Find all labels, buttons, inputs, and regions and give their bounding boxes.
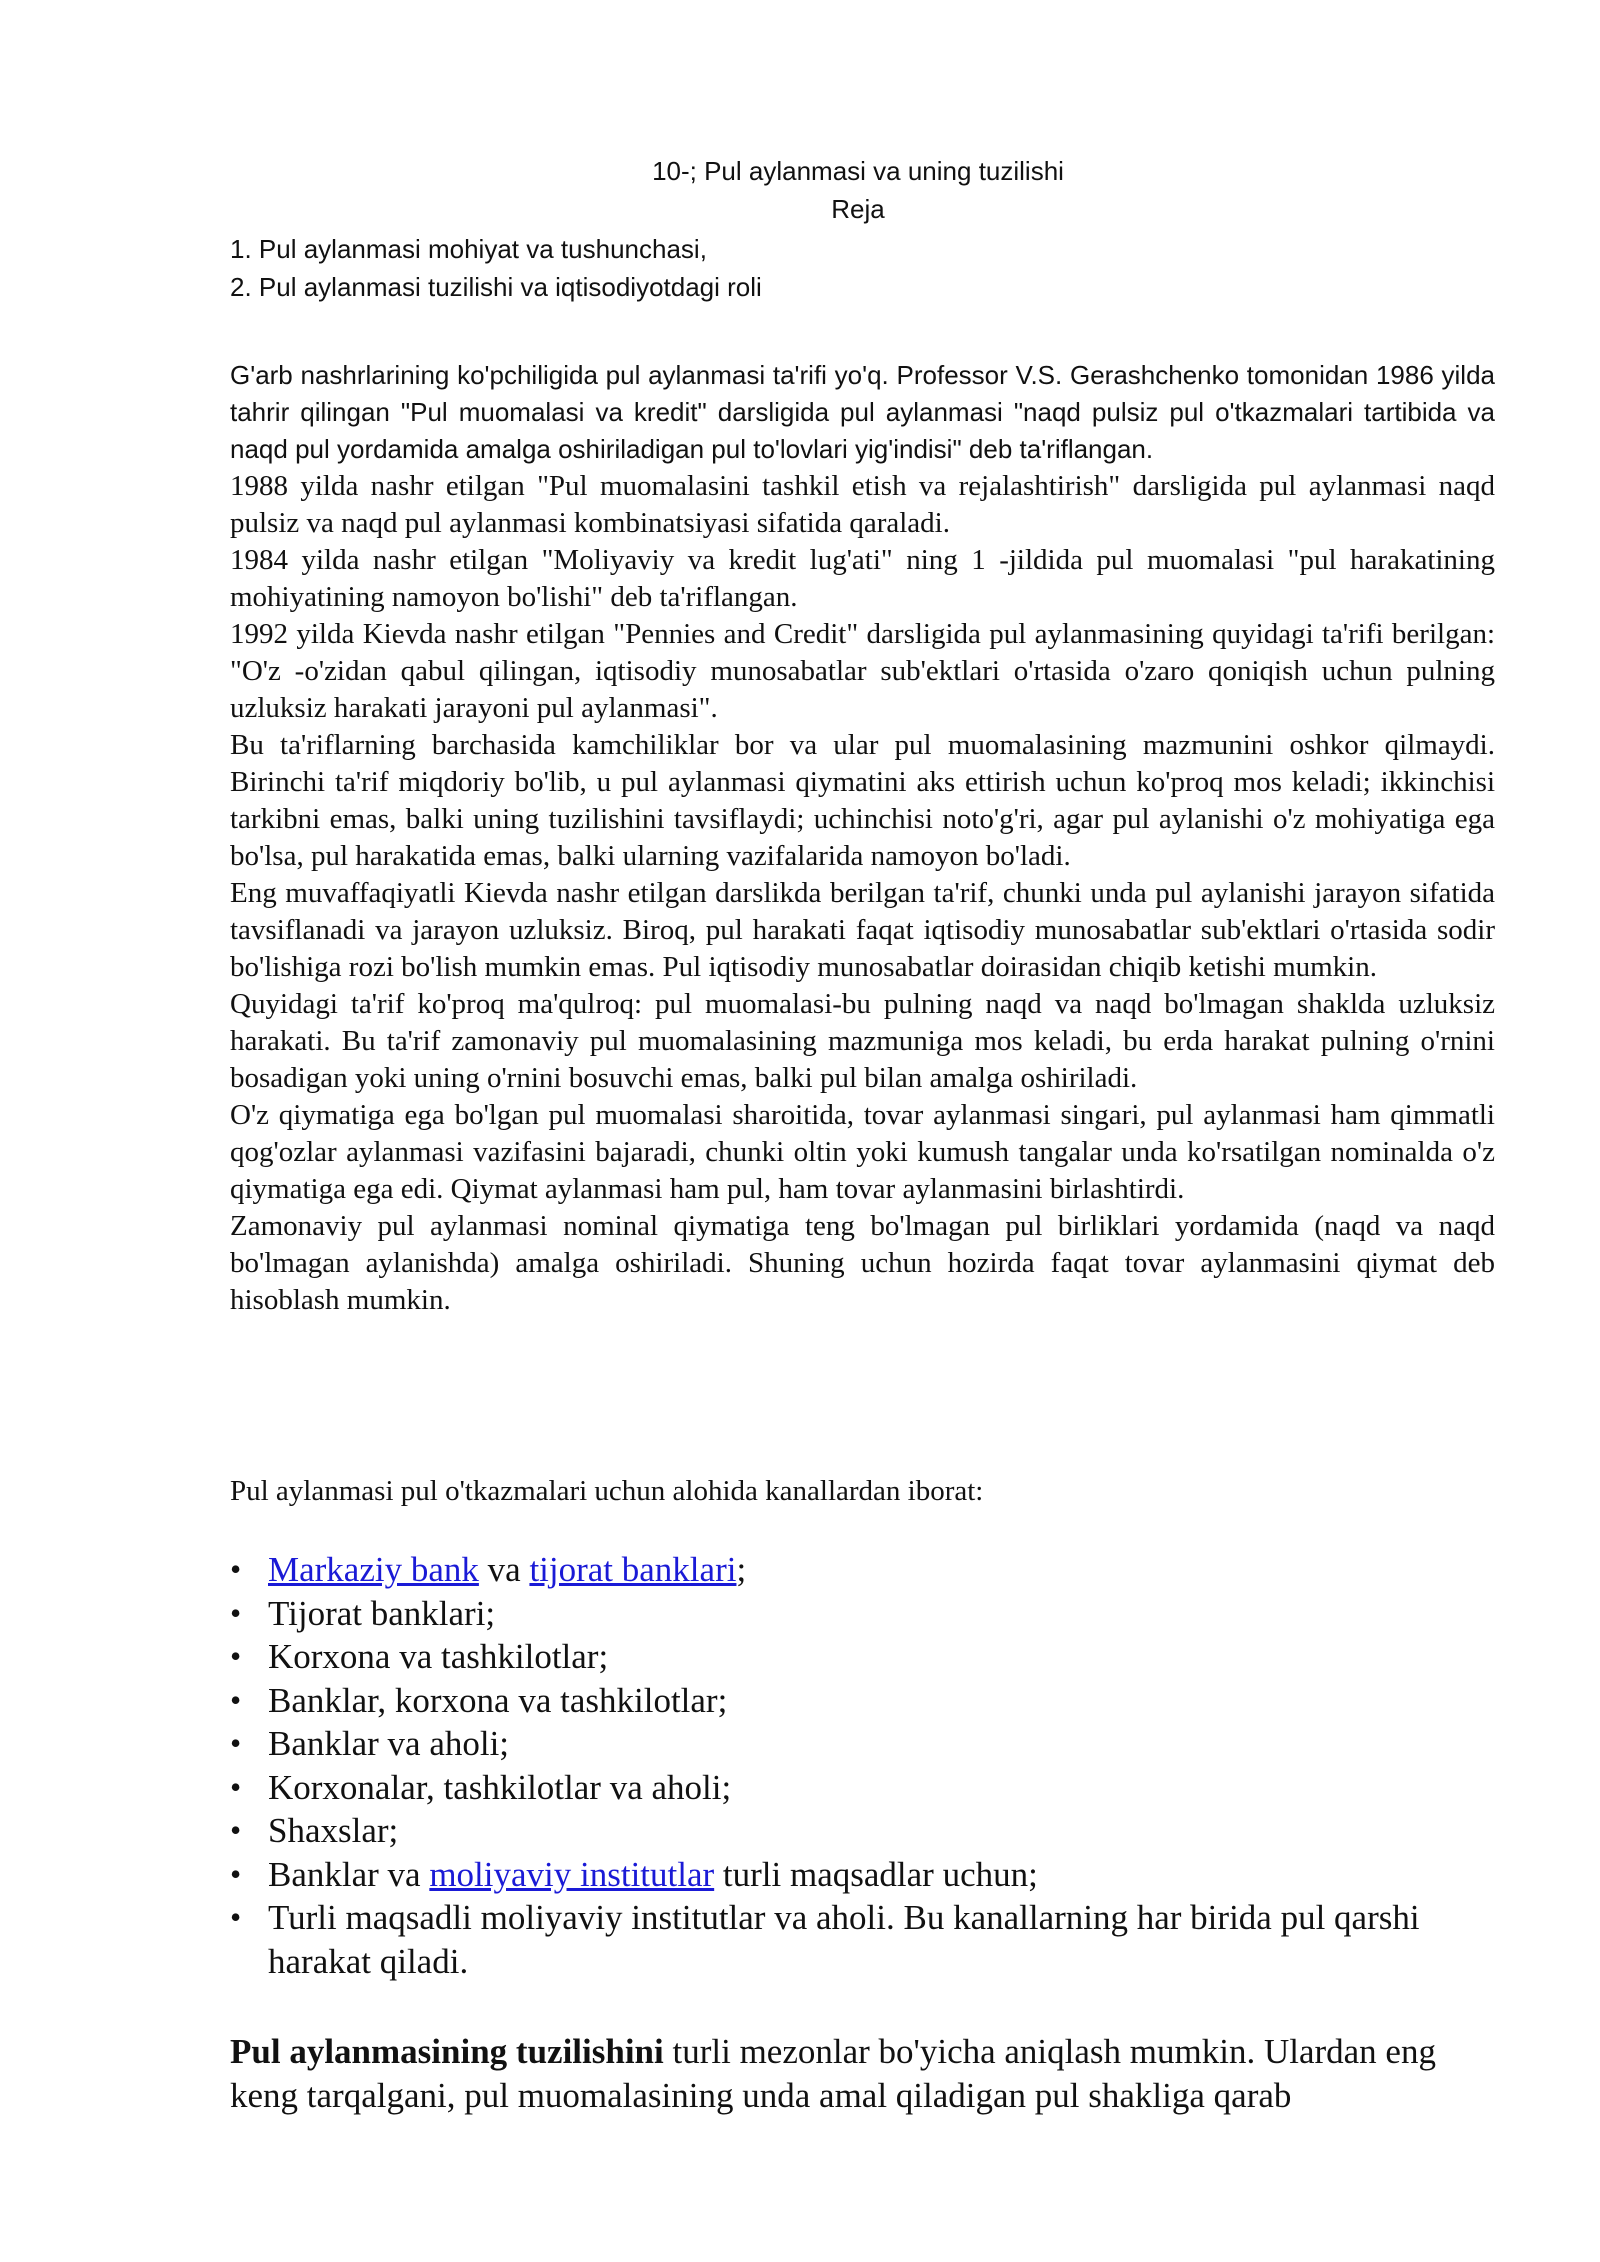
central-bank-link[interactable]: Markaziy bank: [268, 1550, 479, 1589]
paragraph: Eng muvaffaqiyatli Kievda nashr etilgan darslikda berilgan ta'rif, chunki unda pul aylanishi jarayon sifatida tavsiflanadi va jarayon uzluksiz. Biroq, pul harakati faqat iqtisodiy munosabatlar sub'ektlari o'rtasida sodir bo'lishiga rozi bo'lish mumkin emas. Pul iqtisodiy munosabatlar doirasidan chiqib ketishi mumkin.: [230, 877, 1495, 983]
list-item: [230, 1548, 1495, 1592]
plan-heading: Reja: [831, 194, 885, 224]
paragraph: Bu ta'riflarning barchasida kamchiliklar bor va ular pul muomalasining mazmunini oshkor qilmaydi. Birinchi ta'rif miqdoriy bo'lib, u pul aylanmasi qiymatini aks ettirish uchun ko'proq mos keladi; ikkinchisi tarkibni emas, balki uning tuzilishini tavsiflaydi; uchinchisi noto'g'ri, agar pul aylanishi o'z mohiyatiga ega bo'lsa, pul harakatida emas, balki ularning vazifalarida namoyon bo'ladi.: [230, 729, 1495, 872]
final-text: turli mezonlar bo'yicha aniqlash mumkin. Ulardan eng keng tarqalgani, pul muomalasining unda amal qiladigan pul shakliga qarab: [230, 2032, 1436, 2115]
paragraph: 1984 yilda nashr etilgan "Moliyaviy va kredit lug'ati" ning 1 -jildida pul muomalasi "pul harakatining mohiyatining namoyon bo'lishi" deb ta'riflangan.: [230, 544, 1495, 613]
body-text: [230, 357, 1495, 1319]
channels-intro: Pul aylanmasi pul o'tkazmalari uchun alohida kanallardan iborat:: [230, 1475, 984, 1507]
final-paragraph: [230, 2030, 1495, 2118]
list-item: • Turli maqsadli moliyaviy institutlar va aholi. Bu kanallarning har birida pul qarshi harakat qiladi.: [230, 1896, 1495, 1983]
list-item: • Tijorat banklari;: [230, 1592, 1495, 1636]
plan-item: 1. Pul aylanmasi mohiyat va tushunchasi,: [230, 234, 707, 264]
commercial-banks-link[interactable]: tijorat banklari: [529, 1550, 737, 1589]
list-item: • Korxona va tashkilotlar;: [230, 1635, 1495, 1679]
list-item-text: turli maqsadlar uchun;: [714, 1854, 1038, 1894]
financial-institutions-link[interactable]: moliyaviy institutlar: [429, 1854, 715, 1894]
bold-phrase: Pul aylanmasining tuzilishini: [230, 2032, 664, 2071]
list-item: • Banklar va aholi;: [230, 1722, 1495, 1766]
list-item-text: Banklar va: [268, 1854, 430, 1894]
paragraph: 1988 yilda nashr etilgan "Pul muomalasini tashkil etish va rejalashtirish" darsligida pul aylanmasi naqd pulsiz va naqd pul aylanmasi kombinatsiyasi sifatida qaraladi.: [230, 470, 1495, 539]
document-title: 10-; Pul aylanmasi va uning tuzilishi: [652, 156, 1064, 186]
plan-item: 2. Pul aylanmasi tuzilishi va iqtisodiyotdagi roli: [230, 272, 762, 302]
list-item: • Korxonalar, tashkilotlar va aholi;: [230, 1766, 1495, 1810]
paragraph: G'arb nashrlarining ko'pchiligida pul aylanmasi ta'rifi yo'q. Professor V.S. Gerashchenko tomonidan 1986 yilda tahrir qilingan "Pul muomalasi va kredit" darsligida pul aylanmasi "naqd pulsiz pul o'tkazmalari tartibida va naqd pul yordamida amalga oshiriladigan pul to'lovlari yig'indisi" deb ta'riflangan.: [230, 360, 1495, 464]
list-item-text: va: [478, 1550, 530, 1589]
paragraph: Quyidagi ta'rif ko'proq ma'qulroq: pul muomalasi-bu pulning naqd va naqd bo'lmagan shaklda uzluksiz harakati. Bu ta'rif zamonaviy pul muomalasining mazmuniga mos keladi, bu erda harakat pulning o'rnini bosadigan yoki uning o'rnini bosuvchi emas, balki pul bilan amalga oshiriladi.: [230, 988, 1495, 1094]
paragraph: O'z qiymatiga ega bo'lgan pul muomalasi sharoitida, tovar aylanmasi singari, pul aylanmasi ham qimmatli qog'ozlar aylanmasi vazifasini bajaradi, chunki oltin yoki kumush tangalar unda ko'rsatilgan nominalda o'z qiymatiga ega edi. Qiymat aylanmasi ham pul, ham tovar aylanmasini birlashtirdi.: [230, 1099, 1495, 1205]
list-item: • Shaxslar;: [230, 1809, 1495, 1853]
channels-list: [230, 1548, 1495, 1983]
paragraph: 1992 yilda Kievda nashr etilgan "Pennies and Credit" darsligida pul aylanmasining quyidagi ta'rifi berilgan: "O'z -o'zidan qabul qilingan, iqtisodiy munosabatlar sub'ektlari o'rtasida o'zaro qoniqish uchun pulning uzluksiz harakati jarayoni pul aylanmasi".: [230, 618, 1495, 724]
list-item-text: ;: [736, 1550, 747, 1589]
list-item: [230, 1853, 1495, 1897]
paragraph: Zamonaviy pul aylanmasi nominal qiymatiga teng bo'lmagan pul birliklari yordamida (naqd va naqd bo'lmagan aylanishda) amalga oshiriladi. Shuning uchun hozirda faqat tovar aylanmasini qiymat deb hisoblash mumkin.: [230, 1210, 1495, 1316]
list-item: • Banklar, korxona va tashkilotlar;: [230, 1679, 1495, 1723]
plan-list: [230, 230, 1530, 306]
